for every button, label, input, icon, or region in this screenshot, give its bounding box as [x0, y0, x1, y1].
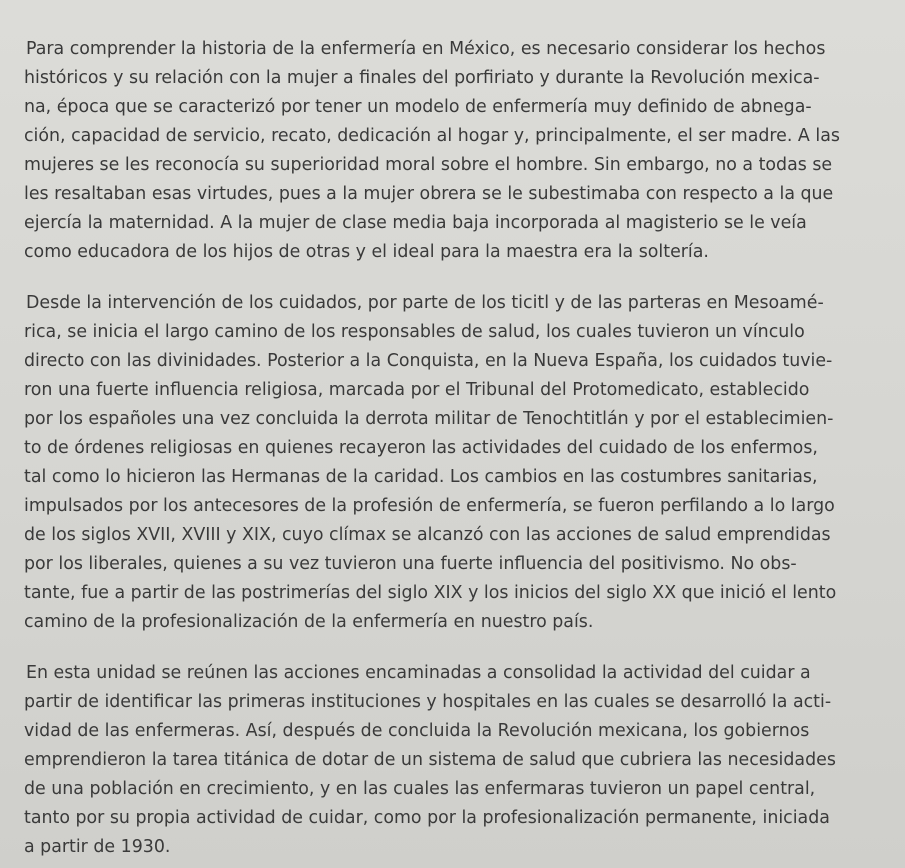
text-line: ejercía la maternidad. A la mujer de clase media baja incorporada al magisterio se le veía — [24, 213, 807, 233]
text-line: tal como lo hicieron las Hermanas de la caridad. Los cambios en las costumbres sanitarias, — [24, 467, 818, 487]
text-line: to de órdenes religiosas en quienes recayeron las actividades del cuidado de los enfermos, — [24, 438, 818, 458]
text-line: ron una fuerte influencia religiosa, marcada por el Tribunal del Protomedicato, establecido — [24, 380, 810, 400]
text-line: na, época que se caracterizó por tener un modelo de enfermería muy definido de abnega- — [24, 97, 812, 117]
text-line: por los españoles una vez concluida la derrota militar de Tenochtitlán y por el establecimien- — [24, 409, 834, 429]
text-line: históricos y su relación con la mujer a finales del porfiriato y durante la Revolución mexica- — [24, 68, 820, 88]
text-line: a partir de 1930. — [24, 837, 171, 857]
text-line: por los liberales, quienes a su vez tuvieron una fuerte influencia del positivismo. No obs- — [24, 554, 797, 574]
text-line: emprendieron la tarea titánica de dotar de un sistema de salud que cubriera las necesidades — [24, 750, 836, 770]
text-line: directo con las divinidades. Posterior a la Conquista, en la Nueva España, los cuidados tuvie- — [24, 351, 833, 371]
text-line: tante, fue a partir de las postrimerías del siglo XIX y los inicios del siglo XX que inició el lento — [24, 583, 837, 603]
text-line: vidad de las enfermeras. Así, después de concluida la Revolución mexicana, los gobiernos — [24, 721, 810, 741]
text-line: ción, capacidad de servicio, recato, dedicación al hogar y, principalmente, el ser madre. A las — [24, 126, 840, 146]
text-line: Para comprender la historia de la enfermería en México, es necesario considerar los hechos — [26, 39, 826, 59]
text-line: rica, se inicia el largo camino de los responsables de salud, los cuales tuvieron un vínculo — [24, 322, 805, 342]
text-line: Desde la intervención de los cuidados, por parte de los ticitl y de las parteras en Mesoamé- — [26, 293, 824, 313]
text-line: tanto por su propia actividad de cuidar, como por la profesionalización permanente, iniciada — [24, 808, 830, 828]
text-line: como educadora de los hijos de otras y el ideal para la maestra era la soltería. — [24, 242, 709, 262]
text-line: impulsados por los antecesores de la profesión de enfermería, se fueron perfilando a lo largo — [24, 496, 835, 516]
text-line: de los siglos XVII, XVIII y XIX, cuyo clímax se alcanzó con las acciones de salud emprendidas — [24, 525, 831, 545]
text-line: de una población en crecimiento, y en las cuales las enfermaras tuvieron un papel central, — [24, 779, 816, 799]
text-line: En esta unidad se reúnen las acciones encaminadas a consolidad la actividad del cuidar a — [26, 663, 811, 683]
text-line: camino de la profesionalización de la enfermería en nuestro país. — [24, 612, 594, 632]
text-line: partir de identificar las primeras instituciones y hospitales en las cuales se desarrolló la acti- — [24, 692, 832, 712]
text-line: les resaltaban esas virtudes, pues a la mujer obrera se le subestimaba con respecto a la que — [24, 184, 834, 204]
text-line: mujeres se les reconocía su superioridad moral sobre el hombre. Sin embargo, no a todas se — [24, 155, 833, 175]
